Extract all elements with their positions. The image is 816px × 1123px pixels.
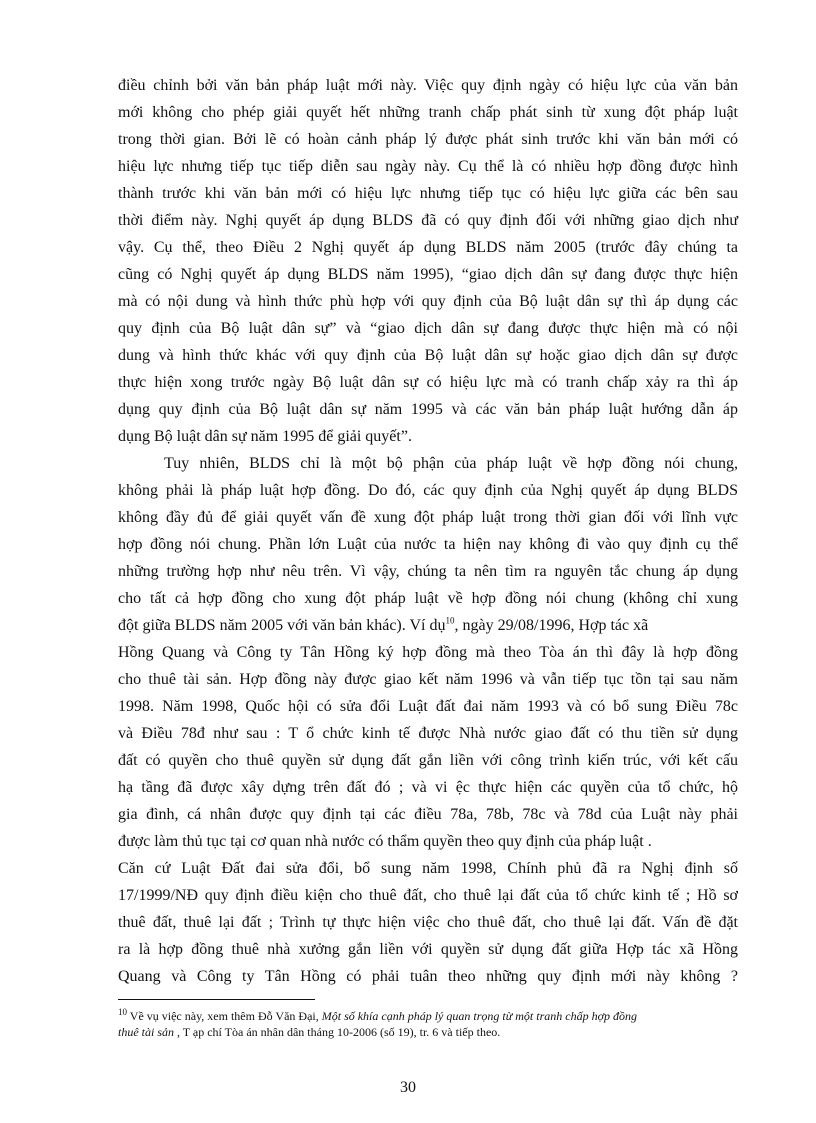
body-text: đột giữa BLDS năm 2005 với văn bản khác). Ví dụ (118, 617, 446, 634)
paragraph-first-line: Tuy nhiên, BLDS chỉ là một bộ phận của pháp luật về hợp đồng nói chung, (164, 455, 738, 472)
body-line: thành trước khi văn bản mới có hiệu lực nhưng tiếp tục có hiệu lực giữa các bên sau (118, 185, 738, 202)
body-line: Quang và Công ty Tân Hồng có phải tuân theo những quy định mới này không ? (118, 968, 738, 985)
body-line: dụng quy định của Bộ luật dân sự năm 1995 và các văn bản pháp luật hướng dẫn áp (118, 401, 738, 418)
body-line: Căn cứ Luật Đất đai sửa đổi, bổ sung năm 1998, Chính phủ đã ra Nghị định số (118, 860, 738, 877)
body-line: 17/1999/NĐ quy định điều kiện cho thuê đất, cho thuê lại đất của tổ chức kinh tế ; Hồ sơ (118, 887, 738, 904)
body-line: những trường hợp như nêu trên. Vì vậy, chúng ta nên tìm ra nguyên tắc chung áp dụng (118, 563, 738, 580)
footnote-reference[interactable]: 10 (445, 615, 455, 626)
body-line: 1998. Năm 1998, Quốc hội có sửa đổi Luật đất đai năm 1993 và có bổ sung Điều 78c (118, 698, 738, 715)
body-line: vậy. Cụ thể, theo Điều 2 Nghị quyết áp dụng BLDS năm 2005 (trước đây chúng ta (118, 239, 738, 256)
page-number: 30 (400, 1079, 416, 1096)
body-line: mà có nội dung và hình thức phù hợp với quy định của Bộ luật dân sự thì áp dụng các (118, 293, 738, 310)
body-line: dụng Bộ luật dân sự năm 1995 để giải quyết”. (118, 428, 412, 445)
footnote-cited-title: thuê tài sản (118, 1025, 174, 1039)
body-line: cho thuê tài sản. Hợp đồng này được giao kết năm 1996 và vẫn tiếp tục tồn tại sau năm (118, 671, 738, 688)
footnote (118, 1008, 738, 1024)
body-line: cũng có Nghị quyết áp dụng BLDS năm 1995), “giao dịch dân sự đang được thực hiện (118, 266, 738, 283)
body-line: hạ tầng đã được xây dựng trên đất đó ; và vi ệc thực hiện các quyền của tổ chức, hộ (118, 779, 738, 796)
footnote-number: 10 (118, 1007, 127, 1017)
body-line: thời điểm này. Nghị quyết áp dụng BLDS đã có quy định đối với những giao dịch như (118, 212, 738, 229)
body-line: dung và hình thức khác với quy định của Bộ luật dân sự hoặc giao dịch dân sự được (118, 347, 738, 364)
body-line: trong thời gian. Bởi lẽ có hoàn cảnh pháp lý được phát sinh trước khi văn bản mới có (118, 131, 738, 148)
body-line: điều chỉnh bởi văn bản pháp luật mới này. Việc quy định ngày có hiệu lực của văn bản (118, 77, 738, 94)
body-line: ra là hợp đồng thuê nhà xưởng gắn liền với quyền sử dụng đất giữa Hợp tác xã Hồng (118, 941, 738, 958)
body-line: được làm thủ tục tại cơ quan nhà nước có thẩm quyền theo quy định của pháp luật . (118, 833, 652, 850)
body-line: cho tất cả hợp đồng cho xung đột pháp luật về hợp đồng nói chung (không chỉ xung (118, 590, 738, 607)
body-line: và Điều 78đ như sau : T ổ chức kinh tế được Nhà nước giao đất có thu tiền sử dụng (118, 725, 738, 742)
body-line: không đầy đủ để giải quyết vấn đề xung đột pháp luật trong thời gian đối với lĩnh vực (118, 509, 738, 526)
footnote-tail: , T ạp chí Tòa án nhân dân tháng 10-2006 (số 19), tr. 6 và tiếp theo. (174, 1025, 501, 1039)
body-line: hiệu lực nhưng tiếp tục tiếp diễn sau ngày này. Cụ thể là có nhiều hợp đồng được hình (118, 158, 738, 175)
footnote-continuation (118, 1024, 738, 1040)
body-line: gia đình, cá nhân được quy định tại các điều 78a, 78b, 78c và 78d của Luật này phải (118, 806, 738, 823)
body-line: mới không cho phép giải quyết hết những tranh chấp phát sinh từ xung đột pháp luật (118, 104, 738, 121)
body-line: không phải là pháp luật hợp đồng. Do đó, các quy định của Nghị quyết áp dụng BLDS (118, 482, 738, 499)
footnote-separator (118, 999, 315, 1000)
body-line: thuê đất, thuê lại đất ; Trình tự thực hiện việc cho thuê đất, cho thuê lại đất. Vấn đề đặt (118, 914, 738, 931)
body-line: thực hiện xong trước ngày Bộ luật dân sự có hiệu lực mà có tranh chấp xảy ra thì áp (118, 374, 738, 391)
footnote-lead: Về vụ việc này, xem thêm Đỗ Văn Đại, (127, 1009, 322, 1023)
body-line: hợp đồng nói chung. Phần lớn Luật của nước ta hiện nay không đi vào quy định cụ thể (118, 536, 738, 553)
body-text: , ngày 29/08/1996, Hợp tác xã (454, 617, 649, 634)
body-line: đất có quyền cho thuê quyền sử dụng đất gắn liền với công trình kiến trúc, với kết cấu (118, 752, 738, 769)
body-line-with-footnote-ref (118, 616, 738, 636)
footnote-cited-title: Một số khía cạnh pháp lý quan trọng từ một tranh chấp hợp đồng (321, 1009, 637, 1023)
body-line: quy định của Bộ luật dân sự” và “giao dịch dân sự đang được thực hiện mà có nội (118, 320, 738, 337)
body-line: Hồng Quang và Công ty Tân Hồng ký hợp đồng mà theo Tòa án thì đây là hợp đồng (118, 644, 738, 661)
